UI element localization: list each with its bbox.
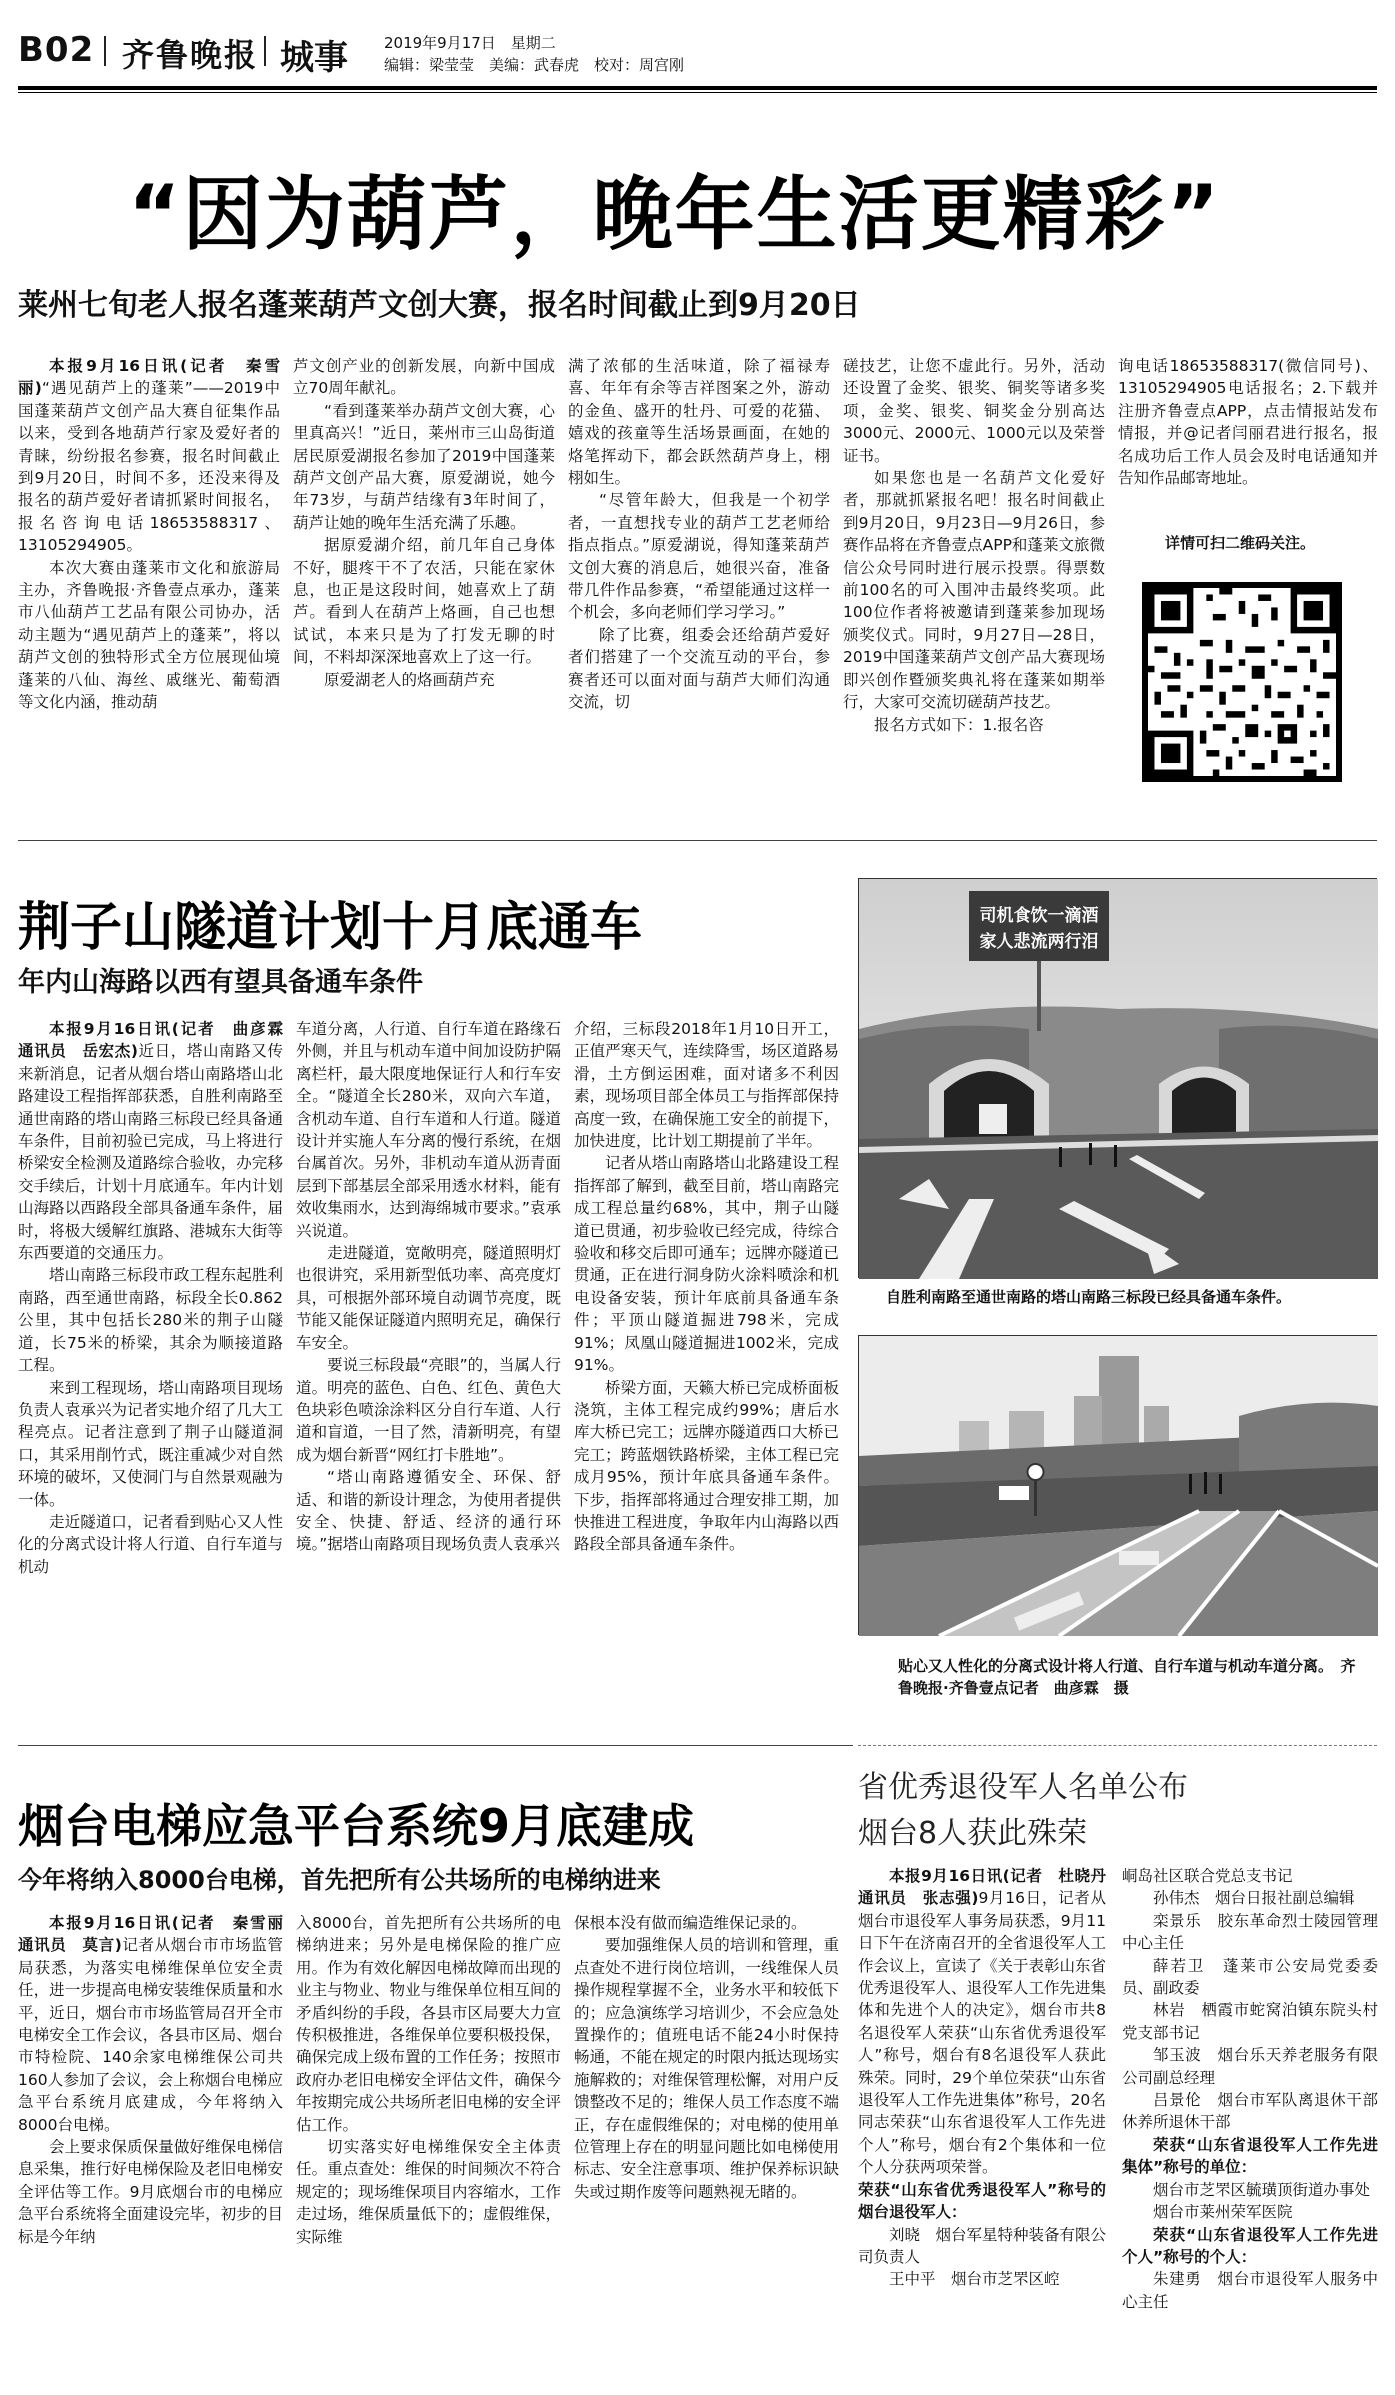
article1-col2: [293, 355, 555, 815]
article3-headline: 烟台电梯应急平台系统9月底建成: [18, 1799, 695, 1853]
article3-col3: [574, 1912, 839, 2390]
paragraph: [293, 534, 555, 668]
paragraph-text: 塔山南路三标段市政工程东起胜利南路，西至通世南路，标段全长0.862公里，其中包括长280米的荆子山隧道，长75米的桥梁，其余为顺接道路工程。: [18, 1266, 283, 1375]
paragraph-text: 记者从塔山南路塔山北路建设工程指挥部了解到，截至目前，塔山南路完成工程总量约68%，其中，荆子山隧道已贯通，初步验收已经完成，待综合验收和移交后即可通车；远牌亦隧道已贯通，正在进行洞身防火涂料喷涂和机电设备安装，预计年底前具备通车条件；平顶山隧道掘进798米，完成91%；凤凰山隧道掘进1002米，完成91%。: [574, 1154, 839, 1375]
paragraph: [574, 1152, 839, 1376]
masthead-divider: [264, 36, 266, 66]
paragraph-text: “尽管年龄大，但我是一个初学者，一直想找专业的葫芦工艺老师给指点指点。”原爱湖说，得知蓬莱葫芦文创大赛的消息后，她很兴奋，准备带几件作品参赛，“希望能通过这样一个机会，多向老师们学习学习。”: [568, 491, 830, 622]
paragraph-text: 邹玉波 烟台乐天养老服务有限公司副总经理: [1122, 2046, 1378, 2087]
paragraph-text: 烟台市莱州荣军医院: [1153, 2203, 1293, 2222]
article4-col1: [858, 1865, 1122, 2390]
photo1-caption: 自胜利南路至通世南路的塔山南路三标段已经具备通车条件。: [886, 1288, 1292, 1306]
lead-byline: 本报9月16日讯(记者 秦雪丽 通讯员 莫言): [18, 1914, 299, 1955]
paragraph: [18, 1264, 283, 1376]
paragraph: [293, 400, 555, 534]
paragraph: [296, 1466, 561, 1556]
section-divider: [18, 1745, 853, 1746]
paragraph: [18, 1912, 299, 2136]
paragraph-text: 要说三标段最“亮眼”的，当属人行道。明亮的蓝色、白色、红色、黄色大色块彩色喷涂涂料区分自行车道、人行道和盲道，一目了然，清新明亮，有望成为烟台新晋“网红打卡胜地”。: [296, 1356, 561, 1464]
paragraph: [293, 669, 555, 691]
newspaper-name: 齐鲁晚报: [122, 36, 259, 74]
paragraph-text: 满了浓郁的生活味道，除了福禄寿喜、年年有余等吉祥图案之外，游动的金鱼、盛开的牡丹、可爱的花猫、嬉戏的孩童等生活场景画面，在她的烙笔挥动下，都会跃然葫芦身上，栩栩如生。: [568, 357, 830, 488]
masthead-rule-thin: [18, 92, 1377, 93]
paragraph-text: “遇见葫芦上的蓬莱”——2019中国蓬莱葫芦文创产品大赛自征集作品以来，受到各地葫芦行家及爱好者的青睐，纷纷报名参赛，报名时间截止到9月20日，时间不多，还没来得及报名的葫芦爱好者请抓紧时间报名，报名咨询电话18653588317、13105294905。: [18, 379, 280, 555]
lead-byline: 荣获“山东省退役军人工作先进个人”称号的个人：: [1122, 2225, 1378, 2266]
paragraph: [1122, 1999, 1378, 2044]
paragraph: [1122, 2268, 1378, 2313]
sign-text-line1: 司机食饮一滴酒: [979, 906, 1099, 926]
article4-col2: [1122, 1865, 1378, 2390]
paragraph: [568, 489, 830, 623]
paragraph: [296, 1354, 561, 1466]
paragraph: [1122, 2201, 1378, 2223]
paragraph: [1122, 1887, 1378, 1909]
paragraph: [858, 1865, 1122, 2179]
paragraph-text: 来到工程现场，塔山南路项目现场负责人袁承兴为记者实地介绍了几大工程亮点。记者注意到了荆子山隧道洞口，其采用削竹式，既注重减少对自然环境的破坏，又使洞门与自然景观融为一体。: [18, 1378, 283, 1509]
paragraph: [18, 2136, 283, 2248]
page-number: B02: [18, 30, 95, 70]
paragraph-text: 会上要求保质保量做好维保电梯信息采集，推行好电梯保险及老旧电梯安全评估等工作。9月底烟台市的电梯应急平台系统将全面建设完毕，初步的目标是今年纳: [18, 2138, 283, 2246]
paragraph-text: 询电话18653588317(微信同号)、13105294905电话报名；2.下载并注册齐鲁壹点APP，点击情报站发布情报，并@记者闫丽君进行报名，报名成功后工作人员会及时电话通知并告知作品邮寄地址。: [1118, 357, 1378, 488]
road-photo: [858, 1335, 1377, 1635]
paragraph-text: 烟台市芝罘区毓璜顶街道办事处: [1153, 2180, 1371, 2199]
lead-byline: 本报9月16日讯(记者 杜晓丹 通讯员 张志强): [858, 1867, 1122, 1908]
section-divider: [18, 840, 1377, 841]
qr-code-icon[interactable]: [1142, 582, 1342, 782]
paragraph: [843, 355, 1105, 467]
road-illustration: [859, 1336, 1378, 1636]
lead-byline: 本报9月16日讯(记者 秦雪丽): [18, 357, 280, 398]
paragraph-text: 要加强维保人员的培训和管理，重点查处不进行岗位培训，一线维保人员操作规程掌握不全，业务水平和较低下的；应急演练学习培训少，不会应急处置操作的；值班电话不能24小时保持畅通，不能在规定的时限内抵达现场实施解救的；对维保管理松懈，对用户反馈整改不足的；维保人员工作态度不端正，存在虚假维保的；对电梯的使用单位管理上存在的明显问题比如电梯使用标志、安全注意事项、维护保养标识缺失或过期作废等问题熟视无睹的。: [574, 1936, 839, 2201]
paragraph: [858, 2224, 1106, 2269]
lead-byline: 荣获“山东省优秀退役军人”称号的烟台退役军人：: [858, 2180, 1106, 2222]
photo2-caption: 贴心又人性化的分离式设计将人行道、自行车道与机动车道分离。 齐鲁晚报·齐鲁壹点记者 曲彦霖 摄: [898, 1657, 1356, 1697]
paragraph-text: 9月16日，记者从烟台市退役军人事务局获悉，9月11日下午在济南召开的全省退役军人工作会议上，宣读了《关于表彰山东省优秀退役军人、退役军人工作先进集体和先进个人的决定》，烟台市共8名退役军人荣获“山东省优秀退役军人”称号，烟台有8名退役军人获此殊荣。同时，29个单位荣获“山东省退役军人工作先进集体”称号，20名同志荣获“山东省退役军人工作先进个人”称号，烟台有2个集体和一位个人分获两项荣誉。: [858, 1889, 1107, 2177]
paragraph-text: 切实落实好电梯维保安全主体责任。重点查处：维保的时间频次不符合规定的；现场维保项目内容缩水，工作走过场，维保质量低下的；虚假维保，实际维: [296, 2138, 561, 2246]
paragraph-text: “看到蓬莱举办葫芦文创大赛，心里真高兴！”近日，莱州市三山岛街道居民原爱湖报名参加了2019中国蓬莱葫芦文创产品大赛，原爱湖说，她今年73岁，与葫芦结缘有3年时间了，葫芦让她的晚年生活充满了乐趣。: [293, 401, 555, 532]
article1-subhead: 莱州七旬老人报名蓬莱葫芦文创大赛，报名时间截止到9月20日: [18, 288, 861, 323]
paragraph-text: 保根本没有做而编造维保记录的。: [574, 1914, 807, 1932]
paragraph: [1122, 2089, 1378, 2134]
paragraph: [18, 1511, 283, 1578]
paragraph-text: 栾景乐 胶东革命烈士陵园管理中心主任: [1122, 1911, 1378, 1953]
paragraph: [296, 1242, 561, 1354]
paragraph: [843, 467, 1105, 713]
paragraph: [1122, 2179, 1378, 2201]
editors-line: 编辑：梁莹莹 美编：武春虎 校对：周宫刚: [384, 56, 685, 74]
paragraph-text: “塔山南路遵循安全、环保、舒适、和谐的新设计理念，为使用者提供安全、快捷、舒适、经济的通行环境。”据塔山南路项目现场负责人袁承兴: [296, 1468, 561, 1554]
article3-col2: [296, 1912, 561, 2390]
paragraph-text: 芦文创产业的创新发展，向新中国成立70周年献礼。: [293, 357, 555, 398]
article2-headline: 荆子山隧道计划十月底通车: [18, 898, 643, 958]
paragraph-text: 介绍，三标段2018年1月10日开工，正值严寒天气，连续降雪，场区道路易滑，土方倒运困难，面对诸多不利因素，现场项目部全体员工与指挥部保持高度一致，在确保施工安全的前提下，加快进度，比计划工期提前了半年。: [574, 1020, 839, 1151]
paragraph-text: 记者从烟台市市场监管局获悉，为落实电梯维保单位安全责任，进一步提高电梯安装维保质量和水平，近日，烟台市市场监管局召开全市电梯安全工作会议，各县市区局、烟台市特检院、140余家电梯维保公司共160人参加了会议，会上称烟台电梯应急平台系统月底建成，今年将纳入8000台电梯。: [18, 1936, 283, 2134]
tunnel-photo: [858, 878, 1377, 1278]
paragraph-text: 报名方式如下：1.报名咨: [874, 715, 1044, 734]
paragraph: [293, 355, 555, 400]
paragraph: [1122, 2044, 1378, 2089]
article2-col1: [18, 1018, 299, 1738]
qr-code-graphic: [1148, 588, 1336, 776]
paragraph: [574, 1377, 839, 1556]
article3-col1: [18, 1912, 299, 2390]
paragraph: [574, 1912, 839, 1934]
article4-headline-line2: 烟台8人获此殊荣: [858, 1816, 1088, 1851]
article1-col1: [18, 355, 280, 815]
paragraph-text: 走进隧道，宽敞明亮，隧道照明灯也很讲究，采用新型低功率、高亮度灯具，可根据外部环境自动调节亮度，既节能又能保证隧道内照明充足，确保行车安全。: [296, 1244, 561, 1352]
paragraph: [568, 624, 830, 714]
article2-col2: [296, 1018, 561, 1738]
section-name: 城事: [280, 38, 348, 78]
paragraph: [1118, 355, 1378, 489]
paragraph: [296, 2136, 561, 2248]
paragraph: [18, 1377, 283, 1511]
paragraph-text: 本次大赛由蓬莱市文化和旅游局主办，齐鲁晚报·齐鲁壹点承办，蓬莱市八仙葫芦工艺品有限公司协办，活动主题为“遇见葫芦上的蓬莱”，将以葫芦文创的独特形式全方位展现仙境蓬莱的八仙、海丝、戚继光、葡萄酒等文化内涵，推动葫: [18, 558, 280, 712]
paragraph: [18, 1018, 299, 1264]
lead-byline: 本报9月16日讯(记者 曲彦霖 通讯员 岳宏杰): [18, 1020, 299, 1061]
paragraph: [843, 714, 1105, 736]
paragraph: [1122, 2134, 1378, 2179]
paragraph-text: 刘晓 烟台军星特种装备有限公司负责人: [858, 2225, 1107, 2266]
article1-col3: [568, 355, 830, 815]
paragraph-text: 峒岛社区联合党总支书记: [1122, 1867, 1293, 1885]
paragraph-text: 桥梁方面，天籁大桥已完成桥面板浇筑，主体工程完成约99%；唐后水库大桥已完工；远牌亦隧道西口大桥已完工；跨蓝烟铁路桥梁，主体工程已完成月95%，预计年底具备通车条件。下步，指挥部将通过合理安排工期，加快推进工程进度，争取年内山海路以西路段全部具备通车条件。: [574, 1378, 839, 1554]
paragraph: [858, 2179, 1106, 2224]
paragraph: [574, 1018, 839, 1152]
article2-subhead: 年内山海路以西有望具备通车条件: [18, 967, 423, 998]
paragraph: [858, 2268, 1106, 2290]
paragraph: [18, 355, 280, 557]
paragraph-text: 入8000台，首先把所有公共场所的电梯纳进来；另外是电梯保险的推广应用。作为有效化解因电梯故障而出现的业主与物业、物业与维保单位相互间的矛盾纠纷的手段，各县市区局要大力宣传积极推进，各维保单位要积极投保，确保完成上级布置的工作任务；按照市政府办老旧电梯安全评估文件，确保今年按期完成公共场所老旧电梯的安全评估工作。: [296, 1914, 561, 2134]
tunnel-illustration: [859, 879, 1378, 1279]
paragraph: [296, 1912, 561, 2136]
masthead-divider: [104, 36, 106, 66]
masthead-rule: [18, 86, 1377, 90]
paragraph: [1122, 2224, 1378, 2269]
paragraph: [1122, 1955, 1378, 2000]
qr-caption: 详情可扫二维码关注。: [1165, 534, 1316, 552]
article1-headline: “因为葫芦，晚年生活更精彩”: [128, 168, 1222, 261]
paragraph-text: 林岩 栖霞市蛇窝泊镇东院头村党支部书记: [1122, 2001, 1378, 2042]
paragraph: [18, 557, 280, 714]
article2-col3: [574, 1018, 839, 1738]
paragraph-text: 走近隧道口，记者看到贴心又人性化的分离式设计将人行道、自行车道与机动: [18, 1512, 283, 1576]
paragraph: [296, 1018, 561, 1242]
paragraph-text: 吕景伦 烟台市军队离退休干部休养所退休干部: [1122, 2091, 1378, 2132]
masthead-meta: [384, 32, 684, 76]
paragraph-text: 据原爱湖介绍，前几年自己身体不好，腿疼干不了农活，只能在家休息，也正是这段时间，她喜欢上了葫芦。看到人在葫芦上烙画，自己也想试试，本来只是为了打发无聊的时间，不料却深深地喜欢上了这一行。: [293, 536, 555, 667]
paragraph-text: 磋技艺，让您不虚此行。另外，活动还设置了金奖、银奖、铜奖等诸多奖项，金奖、银奖、铜奖金分别高达3000元、2000元、1000元以及荣誉证书。: [843, 357, 1105, 465]
paragraph-text: 朱建勇 烟台市退役军人服务中心主任: [1122, 2270, 1378, 2311]
paragraph: [568, 355, 830, 489]
article4-headline-line1: 省优秀退役军人名单公布: [858, 1770, 1188, 1805]
lead-byline: 荣获“山东省退役军人工作先进集体”称号的单位：: [1122, 2135, 1378, 2177]
paragraph-text: 近日，塔山南路又传来新消息，记者从烟台塔山南路塔山北路建设工程指挥部获悉，自胜利南路至通世南路的塔山南路三标段已经具备通车条件，目前初验已完成，马上将进行桥梁安全检测及道路综合验收，办完移交手续后，计划十月底通车。年内计划山海路以西路段全部具备通车条件，届时，将极大缓解红旗路、港城东大街等东西要道的交通压力。: [18, 1042, 283, 1263]
paragraph-text: 除了比赛，组委会还给葫芦爱好者们搭建了一个交流互动的平台，参赛者还可以面对面与葫芦大师们沟通交流，切: [568, 625, 830, 712]
sign-text-line2: 家人悲流两行泪: [979, 932, 1099, 952]
paragraph-text: 王中平 烟台市芝罘区崆: [889, 2270, 1060, 2289]
paragraph: [1122, 1865, 1378, 1887]
paragraph-text: 原爱湖老人的烙画葫芦充: [324, 670, 495, 689]
section-divider-dashed: [858, 1745, 1377, 1746]
paragraph: [574, 1934, 839, 2203]
article4-headline: [858, 1765, 1188, 1857]
article3-subhead: 今年将纳入8000台电梯，首先把所有公共场所的电梯纳进来: [18, 1866, 661, 1894]
issue-date: 2019年9月17日 星期二: [384, 34, 556, 52]
paragraph-text: 车道分离，人行道、自行车道在路缘石外侧，并且与机动车道中间加设防护隔离栏杆，最大限度地保证行人和行车安全。“隧道全长280米，双向六车道，含机动车道、自行车道和人行道。隧道设计并实施人车分离的慢行系统，在烟台属首次。另外，非机动车道从沥青面层到下部基层全部采用透水材料，能有效收集雨水，达到海绵城市要求。”袁承兴说道。: [296, 1020, 561, 1240]
article1-col4: [843, 355, 1105, 815]
paragraph-text: 如果您也是一名葫芦文化爱好者，那就抓紧报名吧！报名时间截止到9月20日，9月23日—9月26日，参赛作品将在齐鲁壹点APP和蓬莱文旅微信公众号同时进行展示投票。得票数前100名的可入围冲击最终奖项。此100位作者将被邀请到蓬莱参加现场颁奖仪式。同时，9月27日—28日，2019中国蓬莱葫芦文创产品大赛现场即兴创作暨颁奖典礼将在蓬莱如期举行，大家可交流切磋葫芦技艺。: [843, 469, 1105, 712]
paragraph-text: 薛若卫 蓬莱市公安局党委委员、副政委: [1122, 1956, 1378, 1998]
paragraph: [1122, 1910, 1378, 1955]
paragraph-text: 孙伟杰 烟台日报社副总编辑: [1153, 1889, 1355, 1908]
